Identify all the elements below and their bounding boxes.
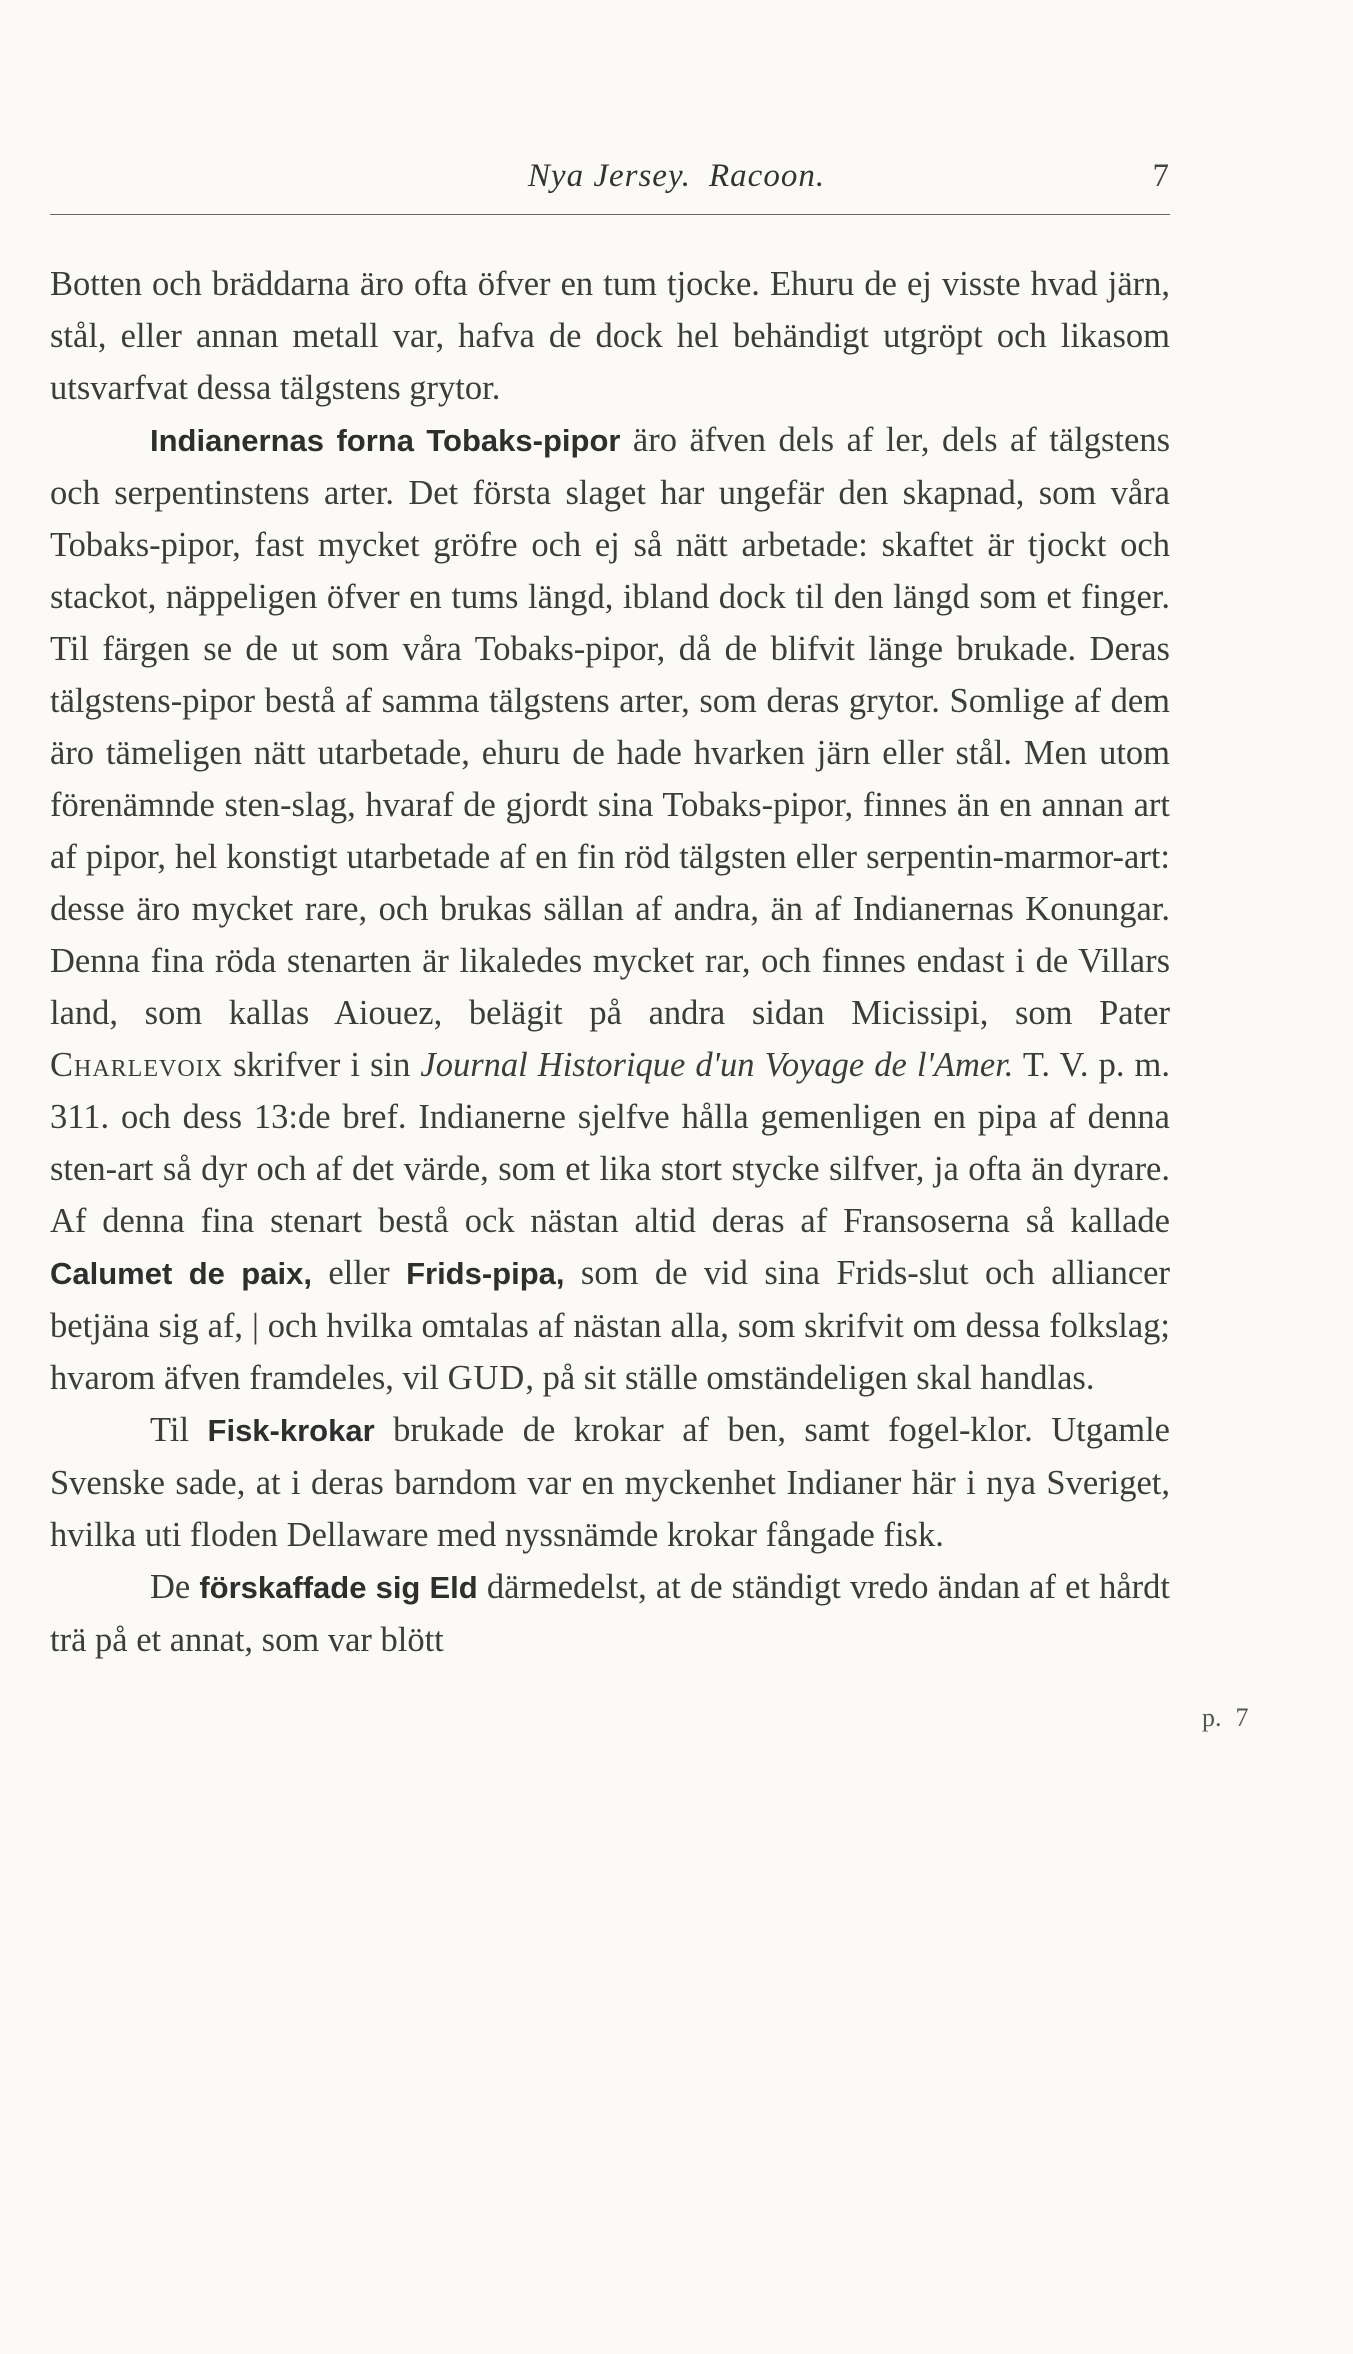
paragraph-4 (50, 1561, 1170, 1666)
word-gud: GUD (447, 1359, 526, 1397)
term-calumet: Calumet de paix, (50, 1256, 312, 1291)
paragraph-3 (50, 1404, 1170, 1561)
margin-page-marker: p. (1202, 1703, 1222, 1732)
paragraph-2 (50, 414, 1170, 1404)
term-frids-pipa: Frids-pipa, (406, 1256, 565, 1291)
paragraph-3-text-b: brukade de krokar af ben, samt fogel-klor. Utgamle Svenske sade, at i deras barndom var en myckenhet Indianer här i nya Sveriget, hvilka uti floden Dellaware med nyssnämde krokar fångade fisk. (50, 1411, 1170, 1554)
paragraph-2-text-b: skrifver i sin (223, 1046, 421, 1084)
paragraph-2-text-f: , på sit ställe omständeligen skal handlas. (525, 1359, 1095, 1397)
paragraph-2-text-a: äro äfven dels af ler, dels af tälgstens och serpentinstens arter. Det första slaget har ungefär den skapnad, som våra Tobaks-pipor, fast mycket gröfre och ej så nätt arbetade: skaftet är tjockt och stackot, näppeligen öfver en tums längd, ibland dock til den längd som et finger. Til färgen se de ut som våra Tobaks-pipor, då de blifvit länge brukade. Deras tälgstens-pipor bestå af samma tälgstens arter, som deras grytor. Somlige af dem äro tämeligen nätt utarbetade, ehuru de hade hvarken järn eller stål. Men utom förenämnde sten-slag, hvaraf de gjordt sina Tobaks-pipor, finnes än en annan art af pipor, hel konstigt utarbetade af en fin röd tälgsten eller serpentin-marmor-art: desse äro mycket rare, och brukas sällan af andra, än af Indianernas Konungar. Denna fina röda stenarten är likaledes mycket rar, och finnes endast i de Villars land, som kallas Aiouez, belägit på andra sidan Micissipi, som Pater (50, 421, 1170, 1032)
author-name: Charlevoix (50, 1046, 223, 1084)
header-rule (50, 214, 1170, 215)
page-number: 7 (1152, 158, 1169, 194)
term-tobacco-pipes: Indianernas forna Tobaks-pipor (150, 423, 621, 458)
running-head (0, 158, 1353, 198)
margin-page-number: 7 (1235, 1703, 1249, 1732)
margin-page-reference (1202, 1703, 1263, 1733)
paragraph-1: Botten och bräddarna äro ofta öfver en tum tjocke. Ehuru de ej visste hvad järn, stål, eller annan metall var, hafva de dock hel behändigt utgröpt och likasom utsvarfvat dessa tälgstens grytor. (50, 265, 1170, 407)
paragraph-2-text-d: eller (311, 1254, 407, 1292)
paragraph-4-text-a: De (150, 1568, 200, 1606)
term-fire-making: förskaffade sig Eld (199, 1570, 478, 1605)
paragraph-3-text-a: Til (150, 1411, 208, 1449)
running-title-place: Nya Jersey. (527, 158, 692, 194)
running-title-subject: Racoon. (709, 158, 826, 194)
paragraph-2-text-c: T. V. p. m. 311. och dess 13:de bref. Indianerne sjelfve hålla gemenligen en pipa af denna sten-art så dyr och af det värde, som et lika stort stycke silfver, ja ofta än dyrare. Af denna fina stenart bestå ock nästan altid deras af Fransoserna så kallade (50, 1046, 1170, 1240)
book-title: Journal Historique d'un Voyage de l'Amer. (420, 1046, 1014, 1084)
body-text (50, 258, 1170, 1666)
term-fish-hooks: Fisk-krokar (207, 1413, 375, 1448)
running-title (0, 158, 1353, 195)
paragraph-4-text-b: därmedelst, at de ständigt vredo ändan af et hårdt trä på et annat, som var blött (50, 1568, 1170, 1659)
paragraph-2-text-e: som de vid sina Frids-slut och alliancer betjäna sig af, | och hvilka omtalas af nästan alla, som skrifvit om dessa folkslag; hvarom äfven framdeles, vil (50, 1254, 1170, 1397)
